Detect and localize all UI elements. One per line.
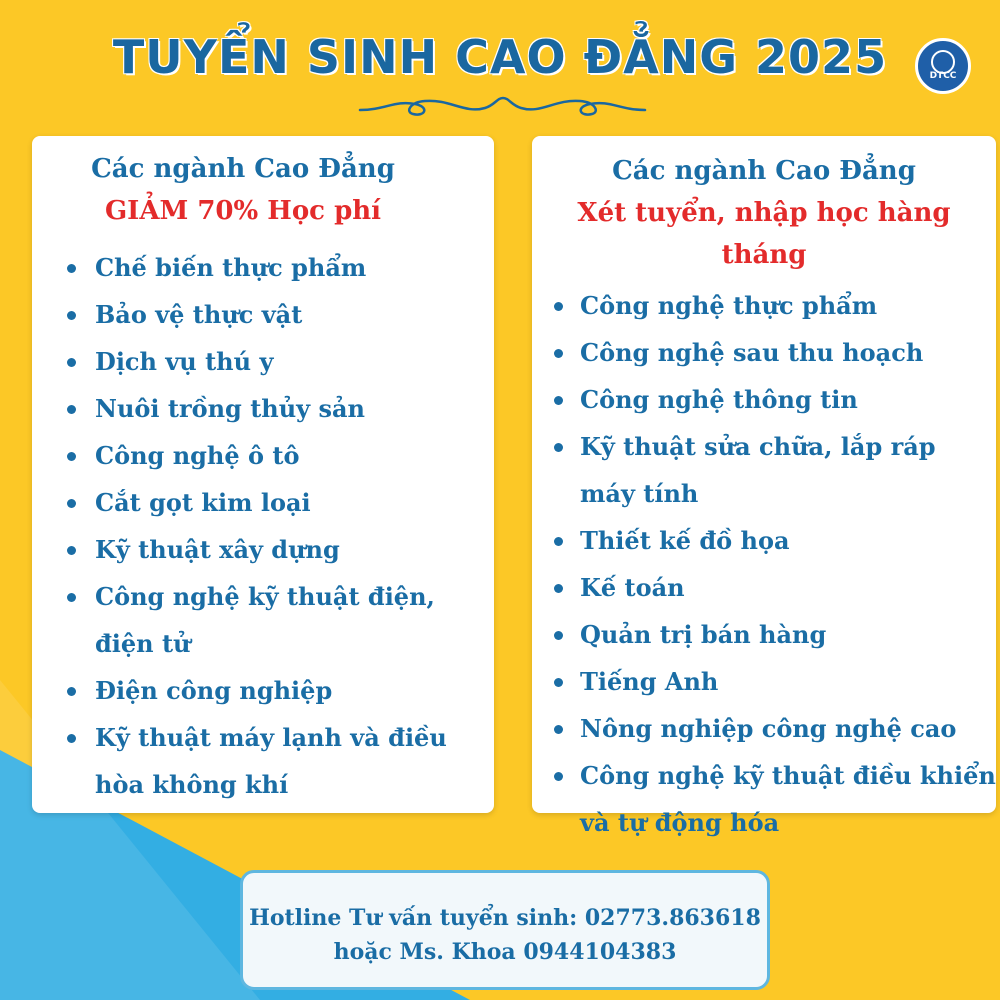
list-item: Thiết kế đồ họa — [580, 517, 996, 564]
left-card-subheading: GIẢM 70% Học phí — [104, 196, 382, 226]
left-program-list — [32, 244, 494, 808]
list-item: Chế biến thực phẩm — [95, 244, 494, 291]
list-item: Tiếng Anh — [580, 658, 996, 705]
list-item: Công nghệ kỹ thuật điều khiển — [580, 752, 996, 799]
list-item: Nông nghiệp công nghệ cao — [580, 705, 996, 752]
list-item: Kỹ thuật máy lạnh và điều — [95, 714, 494, 761]
list-item: Bảo vệ thực vật — [95, 291, 494, 338]
left-card-header — [0, 148, 494, 232]
right-card-header — [532, 150, 996, 276]
left-program-card — [32, 136, 494, 813]
right-card-heading: Các ngành Cao Đẳng — [612, 156, 916, 186]
list-item: Điện công nghiệp — [95, 667, 494, 714]
hotline-box — [240, 870, 770, 990]
college-logo-icon — [915, 38, 971, 94]
list-item: Kỹ thuật sửa chữa, lắp ráp — [580, 423, 996, 470]
list-item: Công nghệ kỹ thuật điện, — [95, 573, 494, 620]
right-program-card — [532, 136, 996, 837]
logo-text: DTCC — [929, 71, 957, 81]
list-item: Kỹ thuật xây dựng — [95, 526, 494, 573]
list-item: Dịch vụ thú y — [95, 338, 494, 385]
list-item: Công nghệ sau thu hoạch — [580, 329, 996, 376]
list-item: Công nghệ thông tin — [580, 376, 996, 423]
page-title: TUYỂN SINH CAO ĐẲNG 2025 — [112, 30, 888, 84]
list-item: Quản trị bán hàng — [580, 611, 996, 658]
hotline-line-1: Hotline Tư vấn tuyển sinh: 02773.863618 — [249, 905, 761, 931]
list-item-continuation: máy tính — [580, 479, 699, 508]
right-program-list — [532, 282, 996, 846]
list-item: Nuôi trồng thủy sản — [95, 385, 494, 432]
hotline-line-2: hoặc Ms. Khoa 0944104383 — [333, 939, 677, 965]
list-item-continuation: và tự động hóa — [580, 808, 780, 837]
list-item-continuation: hòa không khí — [95, 770, 289, 799]
left-card-heading: Các ngành Cao Đẳng — [91, 154, 395, 184]
list-item-continuation: điện tử — [95, 629, 191, 658]
list-item: Công nghệ ô tô — [95, 432, 494, 479]
list-item: Công nghệ thực phẩm — [580, 282, 996, 329]
right-card-subheading: Xét tuyển, nhập học hàng tháng — [577, 198, 951, 270]
list-item: Cắt gọt kim loại — [95, 479, 494, 526]
ornament-divider-icon — [355, 92, 650, 122]
list-item: Kế toán — [580, 564, 996, 611]
